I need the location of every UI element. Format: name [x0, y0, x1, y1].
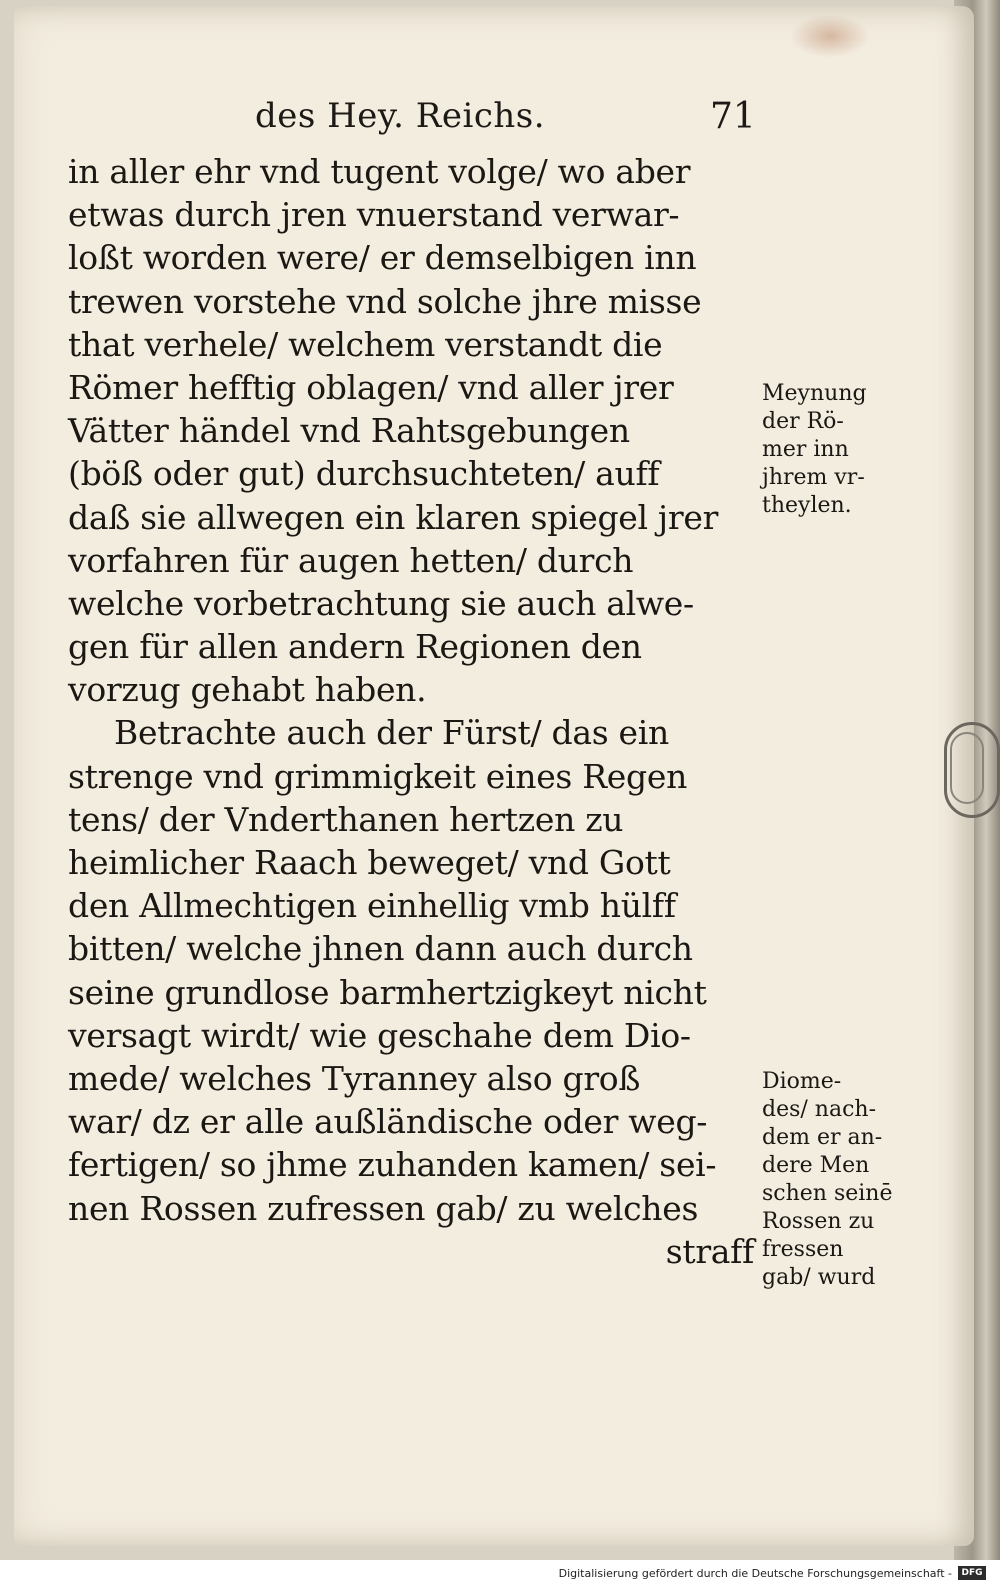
margin-note-romans	[762, 380, 867, 520]
margin-note-diomedes	[762, 1068, 893, 1292]
page-number: 71	[710, 96, 756, 137]
text-line: Betrachte auch der Fürst/ das ein	[114, 713, 669, 753]
margin-note-line: mer inn	[762, 437, 849, 462]
text-line: nen Rossen zufressen gab/ zu welches	[68, 1188, 699, 1228]
text-line: trewen vorstehe vnd solche jhre misse	[68, 281, 702, 321]
text-line: vorzug gehabt haben.	[68, 670, 427, 710]
margin-note-line: der Rö-	[762, 409, 844, 434]
text-line: strenge vnd grimmigkeit eines Regen	[68, 756, 688, 796]
text-line: versagt wirdt/ wie geschahe dem Dio-	[68, 1015, 691, 1055]
text-line: (böß oder gut) durchsuchteten/ auff	[68, 454, 660, 494]
margin-note-line: dere Men	[762, 1153, 870, 1178]
text-line: that verhele/ welchem verstandt die	[68, 324, 663, 364]
text-line: fertigen/ so jhme zuhanden kamen/ sei-	[68, 1145, 717, 1185]
text-line: war/ dz er alle außländische oder weg-	[68, 1102, 708, 1142]
text-line: seine grundlose barmhertzigkeyt nicht	[68, 972, 707, 1012]
margin-note-line: dem er an-	[762, 1125, 883, 1150]
margin-note-line: theylen.	[762, 493, 852, 518]
margin-note-line: Meynung	[762, 381, 867, 406]
funding-credit: Digitalisierung gefördert durch die Deutsche Forschungsgemeinschaft -	[558, 1567, 952, 1580]
text-line: den Allmechtigen einhellig vmb hülff	[68, 886, 676, 926]
text-line: gen für allen andern Regionen den	[68, 627, 642, 667]
text-line: vorfahren für augen hetten/ durch	[68, 540, 634, 580]
text-line: tens/ der Vnderthanen hertzen zu	[68, 799, 624, 839]
margin-note-line: Rossen zu	[762, 1209, 875, 1234]
margin-note-line: schen seinē	[762, 1181, 893, 1206]
body-text	[68, 150, 758, 1273]
text-line: bitten/ welche jhnen dann auch durch	[68, 929, 693, 969]
dfg-logo: DFG	[958, 1566, 986, 1580]
clasp-ring-inner	[950, 732, 984, 804]
margin-note-line: jhrem vr-	[762, 465, 865, 490]
text-line: heimlicher Raach beweget/ vnd Gott	[68, 843, 671, 882]
text-line: welche vorbetrachtung sie auch alwe-	[68, 583, 694, 623]
text-line: loßt worden were/ er demselbigen inn	[68, 238, 697, 278]
text-line: Vätter händel vnd Rahtsgebungen	[68, 411, 630, 451]
margin-note-line: Diome-	[762, 1069, 842, 1094]
margin-note-line: gab/ wurd	[762, 1265, 876, 1290]
margin-note-line: fressen	[762, 1237, 844, 1262]
text-line: mede/ welches Tyranney also groß	[68, 1058, 641, 1098]
margin-note-line: des/ nach-	[762, 1097, 877, 1122]
catchword: straff	[665, 1231, 754, 1271]
text-line: in aller ehr vnd tugent volge/ wo aber	[68, 152, 691, 191]
running-header: des Hey. Reichs.	[255, 96, 546, 136]
page-stain	[790, 14, 870, 58]
text-line: Römer hefftig oblagen/ vnd aller jrer	[68, 367, 674, 407]
text-line: etwas durch jren vnuerstand verwar-	[68, 195, 680, 235]
footer-bar	[0, 1560, 1000, 1589]
text-line: daß sie allwegen ein klaren spiegel jrer	[68, 497, 719, 537]
